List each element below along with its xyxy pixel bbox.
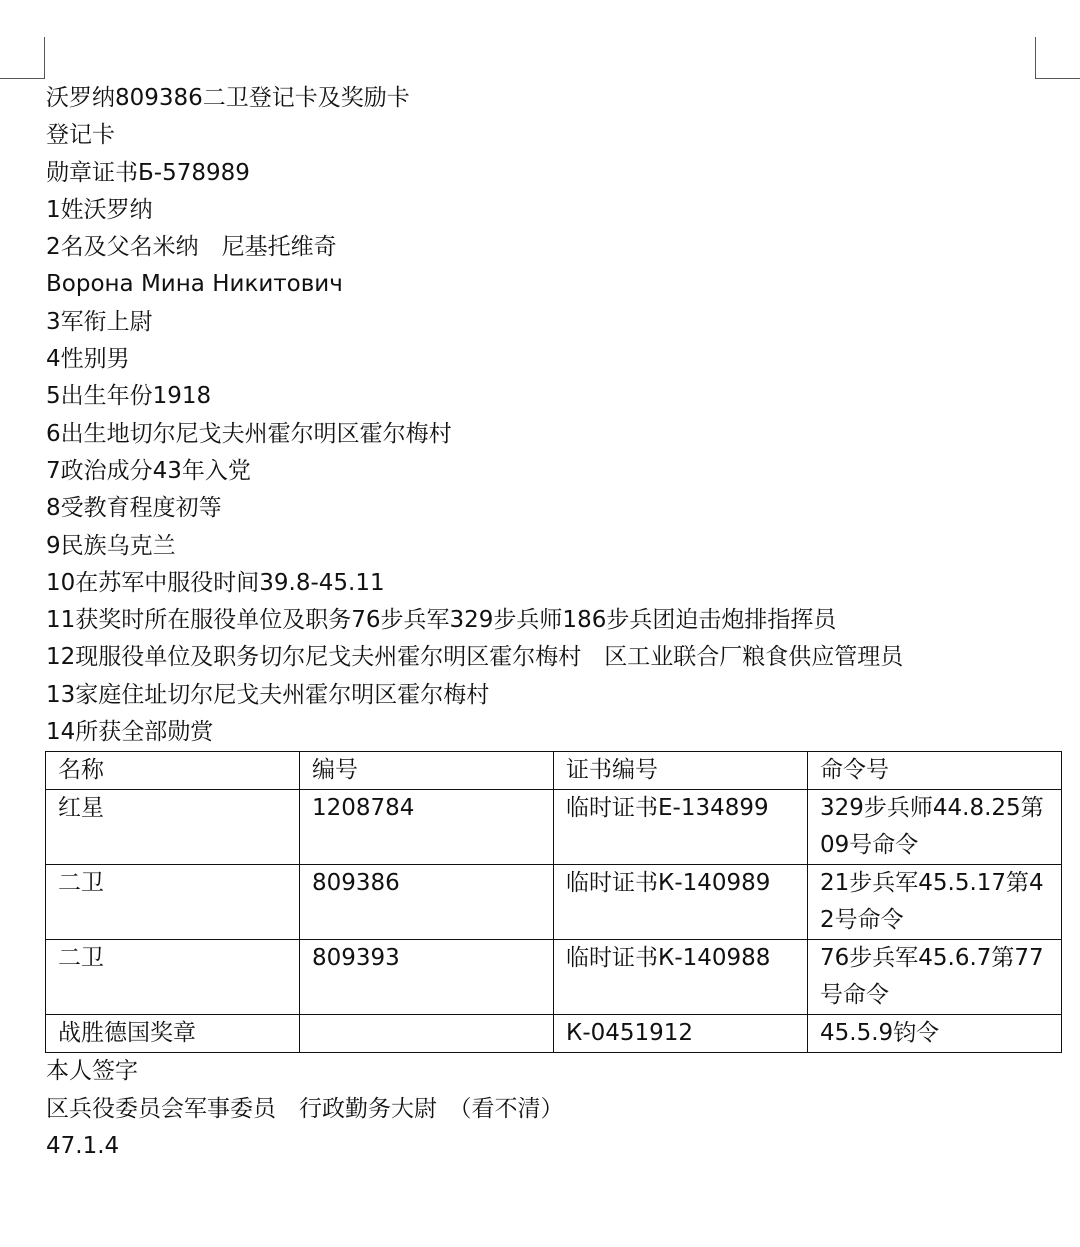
table-cell — [300, 1015, 554, 1053]
table-cell: 临时证书Е-134899 — [554, 790, 808, 865]
field-birth-year: 5出生年份1918 — [46, 383, 212, 410]
table-cell: К-0451912 — [554, 1015, 808, 1053]
table-row — [46, 865, 1062, 940]
field-birthplace: 6出生地切尔尼戈夫州霍尔明区霍尔梅村 — [46, 420, 452, 447]
table-cell: 临时证书К-140989 — [554, 865, 808, 940]
column-header: 编号 — [300, 752, 554, 790]
commissar-signature-line: 区兵役委员会军事委员 行政勤务大尉 （看不清） — [46, 1095, 564, 1122]
table-cell: 1208784 — [300, 790, 554, 865]
awards-table — [45, 751, 1062, 1053]
medal-certificate: 勋章证书Б-578989 — [46, 159, 250, 186]
field-name-russian: Ворона Мина Никитович — [46, 271, 343, 298]
column-header: 名称 — [46, 752, 300, 790]
document-date: 47.1.4 — [46, 1132, 120, 1159]
table-header-row — [46, 752, 1062, 790]
document-body — [46, 80, 1062, 1165]
field-political-status: 7政治成分43年入党 — [46, 457, 251, 484]
field-current-unit: 12现服役单位及职务切尔尼戈夫州霍尔明区霍尔梅村 区工业联合厂粮食供应管理员 — [46, 644, 904, 671]
field-name-patronymic: 2名及父名米纳 尼基托维奇 — [46, 234, 337, 261]
field-home-address: 13家庭住址切尔尼戈夫州霍尔明区霍尔梅村 — [46, 681, 490, 708]
crop-mark-top-right-horizontal — [1035, 78, 1080, 79]
column-header: 证书编号 — [554, 752, 808, 790]
table-row — [46, 1015, 1062, 1053]
table-cell: 21步兵军45.5.17第42号命令 — [808, 865, 1062, 940]
document-title: 沃罗纳809386二卫登记卡及奖励卡 — [46, 85, 410, 111]
crop-mark-top-left-horizontal — [0, 78, 45, 79]
crop-mark-top-left-vertical — [44, 37, 45, 79]
column-header: 命令号 — [808, 752, 1062, 790]
table-cell: 二卫 — [46, 940, 300, 1015]
card-type: 登记卡 — [46, 122, 115, 149]
field-gender: 4性别男 — [46, 346, 130, 373]
table-row — [46, 790, 1062, 865]
field-nationality: 9民族乌克兰 — [46, 532, 176, 559]
field-awards-heading: 14所获全部勋赏 — [46, 719, 214, 746]
table-row — [46, 940, 1062, 1015]
table-cell: 76步兵军45.6.7第77号命令 — [808, 940, 1062, 1015]
table-cell: 809386 — [300, 865, 554, 940]
field-education: 8受教育程度初等 — [46, 495, 222, 522]
field-unit-at-award: 11获奖时所在服役单位及职务76步兵军329步兵师186步兵团迫击炮排指挥员 — [46, 607, 837, 634]
table-cell: 临时证书К-140988 — [554, 940, 808, 1015]
table-cell: 329步兵师44.8.25第09号命令 — [808, 790, 1062, 865]
table-cell: 二卫 — [46, 865, 300, 940]
field-rank: 3军衔上尉 — [46, 308, 153, 335]
signature-label: 本人签字 — [46, 1058, 138, 1085]
table-cell: 红星 — [46, 790, 300, 865]
table-cell: 809393 — [300, 940, 554, 1015]
table-cell: 45.5.9钧令 — [808, 1015, 1062, 1053]
field-service-period: 10在苏军中服役时间39.8-45.11 — [46, 569, 385, 596]
table-cell: 战胜德国奖章 — [46, 1015, 300, 1053]
crop-mark-top-right-vertical — [1035, 37, 1036, 79]
field-surname: 1姓沃罗纳 — [46, 196, 153, 223]
